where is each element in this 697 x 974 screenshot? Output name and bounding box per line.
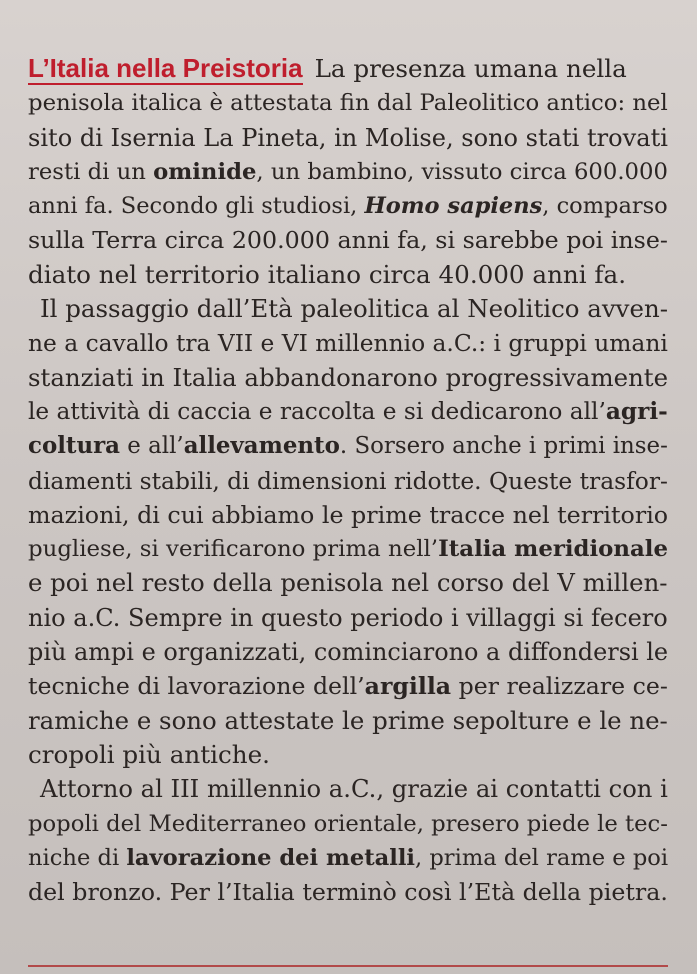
text-line: Attorno al III millennio a.C., grazie ai contatti con i xyxy=(40,774,668,804)
text-line xyxy=(28,841,668,875)
text-line: diamenti stabili, di dimensioni ridotte. Queste trasfor- xyxy=(28,466,668,495)
keyword-argilla: argilla xyxy=(364,672,452,701)
text-line xyxy=(28,532,668,566)
text-line: ne a cavallo tra VII e VI millennio a.C.: i gruppi umani xyxy=(28,329,668,358)
text-fragment: , prima del rame e poi xyxy=(415,844,669,871)
text-line: sulla Terra circa 200.000 anni fa, si sarebbe poi inse- xyxy=(28,226,668,255)
text-fragment: . Sorsero anche i primi inse- xyxy=(339,433,668,460)
text-line: più ampi e organizzati, cominciarono a diffondersi le xyxy=(28,638,669,667)
text-line: cropoli più antiche. xyxy=(28,739,270,769)
text-line: ramiche e sono attestate le prime sepolture e le ne- xyxy=(28,705,668,735)
text-line: popoli del Mediterraneo orientale, presero piede le tec- xyxy=(28,810,668,837)
keyword-agricoltura-1: agri- xyxy=(605,397,668,425)
text-line: e poi nel resto della penisola nel corso del V millen- xyxy=(28,568,668,598)
text-line xyxy=(28,155,668,189)
text-line: penisola italica è attestata fin dal Paleolitico antico: nel xyxy=(28,90,668,117)
text-line: diato nel territorio italiano circa 40.000 anni fa. xyxy=(28,259,627,289)
article-text xyxy=(28,52,668,909)
text-line: Il passaggio dall’Età paleolitica al Neolitico avven- xyxy=(40,294,668,324)
text-line xyxy=(28,189,668,223)
text-fragment: tecniche di lavorazione dell’ xyxy=(28,672,365,701)
keyword-lavorazione-metalli: lavorazione dei metalli xyxy=(126,844,415,871)
bottom-divider xyxy=(28,965,668,967)
text-fragment: , comparso xyxy=(542,193,668,220)
keyword-agricoltura-2: coltura xyxy=(28,432,121,460)
text-line: sito di Isernia La Pineta, in Molise, sono stati trovati xyxy=(28,123,668,152)
text-fragment: , un bambino, vissuto circa 600.000 xyxy=(256,158,668,185)
section-heading: L’Italia nella Preistoria xyxy=(28,53,303,83)
keyword-italia-meridionale: Italia meridionale xyxy=(438,536,668,563)
keyword-allevamento: allevamento xyxy=(183,432,340,460)
text-fragment: pugliese, si verificarono prima nell’ xyxy=(28,536,439,563)
text-line xyxy=(28,669,668,703)
text-fragment: niche di xyxy=(28,844,127,871)
text-line: stanziati in Italia abbandonarono progressivamente xyxy=(28,362,669,392)
text-fragment: La presenza umana nella xyxy=(314,54,627,83)
text-fragment: anni fa. Secondo gli studiosi, xyxy=(28,193,365,220)
keyword-homo-sapiens: Homo sapiens xyxy=(364,193,543,220)
text-fragment: per realizzare ce- xyxy=(451,672,668,701)
text-line: mazioni, di cui abbiamo le prime tracce nel territorio xyxy=(28,500,669,529)
text-line xyxy=(28,429,668,463)
text-fragment: le attività di caccia e raccolta e si dedicarono all’ xyxy=(28,397,606,425)
text-line xyxy=(28,395,668,429)
keyword-ominide: ominide xyxy=(153,158,257,185)
text-line: del bronzo. Per l’Italia terminò così l’Età della pietra. xyxy=(28,878,668,907)
text-fragment: resti di un xyxy=(28,158,154,185)
text-line: nio a.C. Sempre in questo periodo i villaggi si fecero xyxy=(28,603,668,632)
text-fragment: e all’ xyxy=(120,433,184,460)
text-line xyxy=(28,52,668,86)
